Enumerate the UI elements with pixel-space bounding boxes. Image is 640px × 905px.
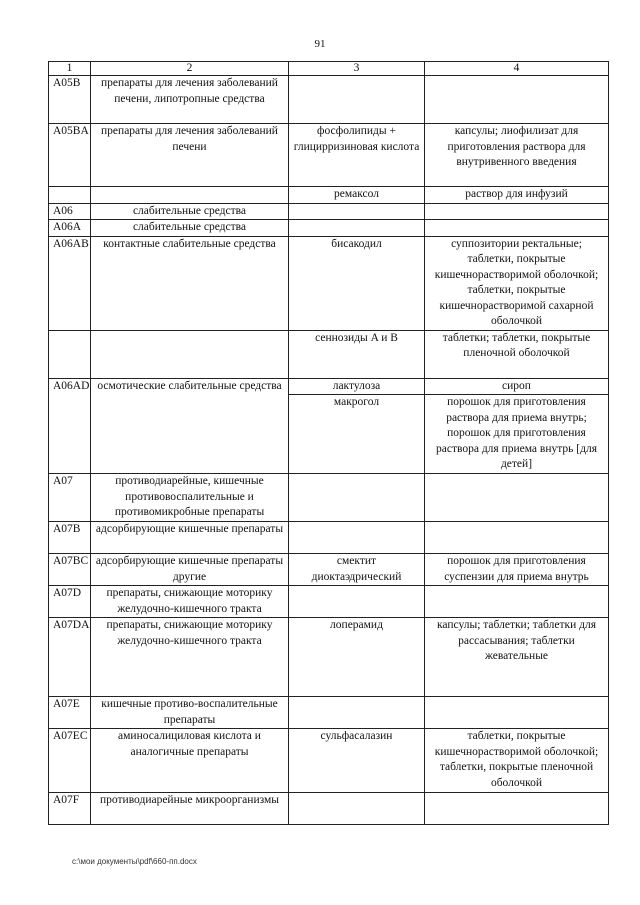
table-row (49, 554, 609, 586)
dosage-form-cell: таблетки; таблетки, покрытые пленочной оболочкой (425, 330, 609, 378)
column-header: 2 (91, 62, 289, 76)
drug-name-cell (289, 697, 425, 729)
atc-code-cell: A07F (49, 793, 91, 825)
dosage-form-cell: раствор для инфузий (425, 187, 609, 204)
table-row (49, 618, 609, 697)
drug-name-cell (289, 793, 425, 825)
drug-name-cell (289, 586, 425, 618)
table-row (49, 793, 609, 825)
group-name-cell: адсорбирующие кишечные препараты другие (91, 554, 289, 586)
dosage-form-cell: капсулы; лиофилизат для приготовления раствора для внутривенного введения (425, 124, 609, 187)
drug-name-cell (289, 220, 425, 237)
column-header: 3 (289, 62, 425, 76)
atc-code-cell: A05B (49, 76, 91, 124)
dosage-form-cell (425, 586, 609, 618)
group-name-cell: осмотические слабительные средства (91, 378, 289, 474)
drug-name-cell: ремаксол (289, 187, 425, 204)
dosage-form-cell (425, 793, 609, 825)
drug-name-cell: сеннозиды A и B (289, 330, 425, 378)
table-row (49, 330, 609, 378)
table-row (49, 729, 609, 793)
dosage-form-cell (425, 220, 609, 237)
drug-name-cell: макрогол (289, 395, 425, 474)
dosage-form-cell (425, 522, 609, 554)
atc-code-cell: A07E (49, 697, 91, 729)
group-name-cell: препараты, снижающие моторику желудочно-кишечного тракта (91, 618, 289, 697)
drug-name-cell (289, 76, 425, 124)
dosage-form-cell: таблетки, покрытые кишечнорастворимой оболочкой; таблетки, покрытые пленочной оболочкой (425, 729, 609, 793)
group-name-cell: противодиарейные микроорганизмы (91, 793, 289, 825)
group-name-cell: противодиарейные, кишечные противовоспалительные и противомикробные препараты (91, 474, 289, 522)
group-name-cell: препараты, снижающие моторику желудочно-кишечного тракта (91, 586, 289, 618)
drug-name-cell (289, 474, 425, 522)
atc-code-cell: A05BA (49, 124, 91, 187)
dosage-form-cell (425, 697, 609, 729)
table-row (49, 474, 609, 522)
drug-name-cell: фосфолипиды + глицирризиновая кислота (289, 124, 425, 187)
table-row (49, 236, 609, 330)
drug-name-cell: лактулоза (289, 378, 425, 395)
dosage-form-cell: порошок для приготовления раствора для приема внутрь; порошок для приготовления раствора для приема внутрь [для детей] (425, 395, 609, 474)
table-row (49, 220, 609, 237)
atc-code-cell: A07D (49, 586, 91, 618)
atc-code-cell: A06A (49, 220, 91, 237)
group-name-cell: слабительные средства (91, 203, 289, 220)
page-number: 91 (314, 38, 326, 50)
drug-name-cell: лоперамид (289, 618, 425, 697)
atc-code-cell (49, 330, 91, 378)
table-row (49, 187, 609, 204)
group-name-cell (91, 330, 289, 378)
drug-name-cell: сульфасалазин (289, 729, 425, 793)
atc-code-cell: A06 (49, 203, 91, 220)
atc-code-cell (49, 187, 91, 204)
atc-code-cell: A07BC (49, 554, 91, 586)
dosage-form-cell (425, 76, 609, 124)
table-row (49, 378, 609, 395)
drug-name-cell: смектит диоктаэдрический (289, 554, 425, 586)
table-row (49, 124, 609, 187)
group-name-cell: адсорбирующие кишечные препараты (91, 522, 289, 554)
drug-name-cell (289, 522, 425, 554)
table-row (49, 697, 609, 729)
group-name-cell: аминосалициловая кислота и аналогичные препараты (91, 729, 289, 793)
atc-code-cell: A07DA (49, 618, 91, 697)
dosage-form-cell: суппозитории ректальные; таблетки, покрытые кишечнорастворимой оболочкой; таблетки, покрытые кишечнорастворимой сахарной оболочкой (425, 236, 609, 330)
column-header: 1 (49, 62, 91, 76)
group-name-cell: слабительные средства (91, 220, 289, 237)
atc-code-cell: A07 (49, 474, 91, 522)
group-name-cell: контактные слабительные средства (91, 236, 289, 330)
atc-code-cell: A07B (49, 522, 91, 554)
atc-code-cell: A06AB (49, 236, 91, 330)
table-row (49, 76, 609, 124)
dosage-form-cell (425, 203, 609, 220)
group-name-cell (91, 187, 289, 204)
dosage-form-cell: сироп (425, 378, 609, 395)
table-row (49, 586, 609, 618)
drug-name-cell: бисакодил (289, 236, 425, 330)
table-row (49, 203, 609, 220)
atc-code-cell: A06AD (49, 378, 91, 474)
dosage-form-cell: порошок для приготовления суспензии для приема внутрь (425, 554, 609, 586)
table-header-row (49, 62, 609, 76)
column-header: 4 (425, 62, 609, 76)
document-path-footer: c:\мои документы\pdf\660-пп.docx (72, 857, 197, 866)
drug-list-table (48, 61, 609, 825)
table-row (49, 522, 609, 554)
group-name-cell: препараты для лечения заболеваний печени (91, 124, 289, 187)
dosage-form-cell: капсулы; таблетки; таблетки для рассасывания; таблетки жевательные (425, 618, 609, 697)
atc-code-cell: A07EC (49, 729, 91, 793)
group-name-cell: препараты для лечения заболеваний печени, липотропные средства (91, 76, 289, 124)
group-name-cell: кишечные противо-воспалительные препараты (91, 697, 289, 729)
drug-name-cell (289, 203, 425, 220)
dosage-form-cell (425, 474, 609, 522)
